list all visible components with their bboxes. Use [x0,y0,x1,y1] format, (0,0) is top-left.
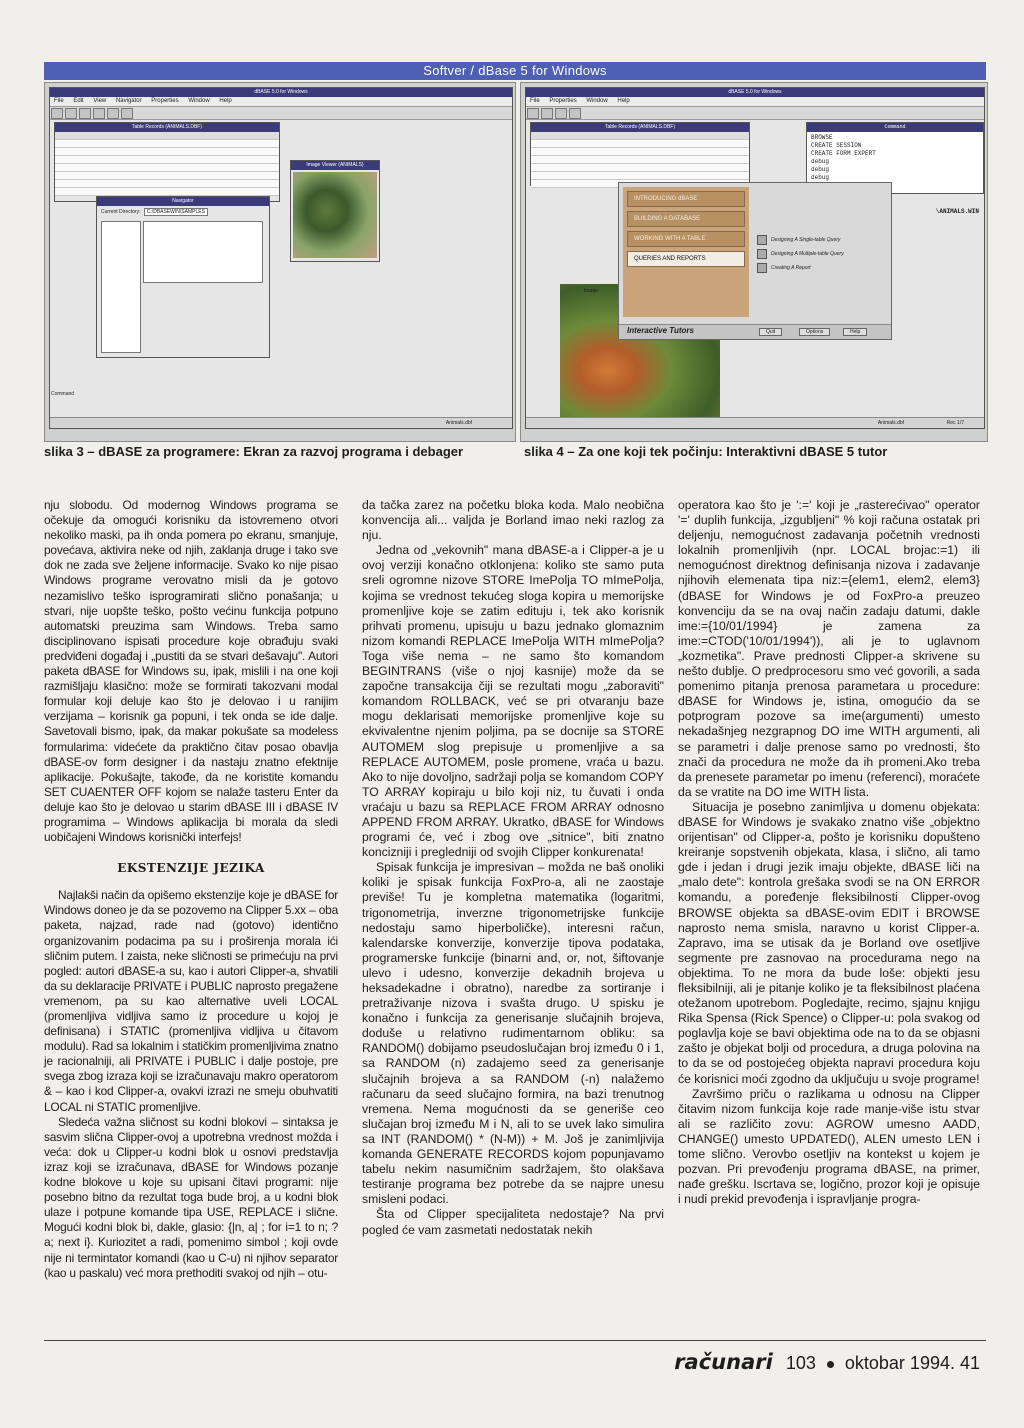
section-title: EKSTENZIJE JEZIKA [117,861,265,876]
figure-3-screenshot [44,82,516,442]
tutor-lesson[interactable]: Designing A Single-table Query [757,233,887,247]
menu-file[interactable]: File [54,98,64,104]
tutor-item-working[interactable]: WORKING WITH A TABLE [627,231,745,247]
status-bar [50,417,512,428]
menu-window[interactable]: Window [586,98,608,104]
command-path: \ANIMALS.WIN [935,208,979,215]
dbase-main-window [525,87,985,429]
navigator-title: Navigator [97,197,269,206]
image-viewer-window[interactable] [290,160,380,262]
toolbar-button[interactable] [79,108,91,119]
figure-4-caption: slika 4 – Za one koji tek počinju: Interaktivni dBASE 5 tutor [524,444,888,459]
table-records-title: Table Records (ANIMALS.DBF) [531,123,749,132]
tutor-title: Interactive Tutors [627,326,694,335]
table-row[interactable] [55,164,279,172]
toolbar-button[interactable] [51,108,63,119]
paragraph: Najlakši način da opišemo ekstenzije koje je dBASE for Windows doneo je da se pozovemo na Clipper 5.xx – oba paketa, najzad, rade nad (gotovo) identično organizovanim podacima pa su i proširenja morala ići sličnim putem. I zaista, neke sličnosti se primećuju na prvi pogled: autori dBASE-a su, kao i autori Clipper-a, shvatili da su deklaracije PRIVATE i PUBLIC naprosto pregažene vremenom, pa su kao alternative uveli LOCAL (promenljiva vidljiva samo iz procedure u kojoj je definisana) i STATIC (promenljiva vidljiva u čitavom modulu). Rad sa lokalnim i statičkim promenljivima znatno je racionalniji, ali PRIVATE i PUBLIC i dalje postoje, pre svega zbog izraza koji se izračunavaju makro operatorom & – kao i kod Clipper-a, ovakvi izrazi ne smeju obuhvatiti LOCAL ni STATIC promenljive. [44,888,339,1114]
paragraph: Sledeća važna sličnost su kodni blokovi – sintaksa je sasvim slična Clipper-ovoj a upotrebna vrednost možda i veća: dok u Clipper-u kodni blok u osnovi predstavlja izraz koji se izračunava, dBASE for Windows pozanje kodne blokove u koje su upisani čitavi programi: nije posebno bitno da rezultat toga bude broj, a u kodni blok ulaze i potpune komande tipa USE, REPLACE i slične. Mogući kodni blok bi, dakle, glasio: {|n, a| ; for i=1 to n; ? a; next i}. Kuriozitet a radi, pomenimo simbol ; koji ovde nije ni termintator komandi (kao u C-u) ni njihov separator (kao u paskalu) već mora prethoditi svakoj od njih – otu- [44,1114,338,1280]
paragraph: operatora kao što je ':=' koji je „rasterećivao" operator '=' duplih funkcija, „izgubljeni" % koji računa ostatak pri deljenju, nemogućnost zadavanja početnih vrednosti lokalnih promenljivih (npr. LOCAL brojac:=1) ili nemogućnost direktnog definisanja nizova i zadavanje njihovih elemenata tipa niz:={elem1, elem2, elem3} (dBASE for Windows je od FoxPro-a preuzeo konvenciju da se na ovaj način zadaju datumi, dakle ime:={10/01/1994} je zamena za ime:=CTOD('10/01/1994')), ali je to uglavnom „kozmetika". Prave prednosti Clipper-a skrivene su nešto dublje. O predprocesoru smo već govorili, a sada pomenimo pitanja prenosa parametara u procedure: dBASE for Windows je, istina, omogućio da se potprogram pozove sa ime(argumenti) umesto nekadašnjeg nezgrapnog DO ime WITH argumenti, ali se parametri i dalje prenose samo po vrednosti, što znači da procedura ne može da ih promeni.Ako treba da prenesete parametar po imenu (referenci), moraćete da se vratite na DO ime WITH lista. [678,498,980,799]
table-row[interactable] [531,164,749,172]
menu-help[interactable]: Help [617,98,630,104]
menu-window[interactable]: Window [188,98,210,104]
issue-number: 103 [785,1353,816,1373]
tutor-lessons [757,233,887,275]
status-file: Animals.dbf [445,420,472,426]
tutor-lesson[interactable]: Designing A Multiple-table Query [757,247,887,261]
tutor-options-button[interactable]: Options [799,328,830,336]
toolbar-button[interactable] [569,108,581,119]
article-column-2 [362,498,664,1238]
issue-date-page: oktobar 1994. 41 [844,1353,980,1373]
tutor-item-introducing[interactable]: INTRODUCING dBASE [627,191,745,207]
menu-bar [526,97,984,107]
tutor-item-building[interactable]: BUILDING A DATABASE [627,211,745,227]
toolbar-button[interactable] [65,108,77,119]
toolbar [50,107,512,120]
paragraph: nju slobodu. Od modernog Windows programa se očekuje da omogući korisniku da istovremeno otvori nekoliko maski, pa ih onda pomera po ekranu, smanjuje, povećava, aktivira neke od njih, zaklanja druge i tako sve dok ne zada sve željene informacije. Svako ko nije pisao Windows programe verovatno misli da je gotovo nezamislivo teško isprogramirati slično ponašanja; u stvari, nije uopšte teško, pošto većinu funkcija potpuno automatski preuzima sam Windows. Treba samo disciplinovano ispisati procedure koje obrađuju svaki predviđeni događaj i „pustiti da se stvari dešavaju". Autori paketa dBASE for Windows su, ipak, mislili i na one koji razmišljaju klasično: može se formirati takozvani modal formular koji deluje kao što je delovao i u ranijim verzijama – korisnik ga popuni, i tek onda se ide dalje. Savetovali bismo, ipak, da makar pokušate sa modeless formularima: videćete da praktično čitav posao obavlja dBASE-ov form designer i da nastaju znatno efektnije aplikacije. Pokušajte, takođe, da ne koristite komandu SET CUAENTER OFF kojom se nalaže tasteru Enter da deluje kao što je delovao u starim dBASE III i dBASE IV programima – Windows aplikacija bi morala da sledi uobičajeni Windows korisnički interfejs! [44,498,338,845]
command-line: debug [811,166,830,173]
command-label: Command [51,391,75,397]
figure-4-screenshot [520,82,988,442]
tutor-item-queries[interactable]: QUERIES AND REPORTS [627,251,745,267]
article-column-3 [678,498,980,1207]
menu-properties[interactable]: Properties [549,98,577,104]
navigator-directory [97,206,269,218]
footer-rule [44,1340,986,1341]
command-text [807,132,983,184]
table-rows [55,132,279,196]
command-line: debug [811,174,830,181]
article-column-1 [44,498,338,1281]
table-row[interactable] [531,140,749,148]
navigator-categories [101,221,141,353]
toolbar-button[interactable] [121,108,133,119]
navigator-dir-field[interactable]: C:\DBASEWIN\SAMPLES [144,208,208,216]
table-row[interactable] [55,188,279,196]
app-title: dBASE 5.0 for Windows [50,88,512,97]
navigator-dir-label: Current Directory: [101,209,141,215]
table-row[interactable] [55,180,279,188]
table-header-row [55,132,279,140]
table-row[interactable] [55,140,279,148]
table-records-title: Table Records (ANIMALS.DBF) [55,123,279,132]
menu-file[interactable]: File [530,98,540,104]
menu-edit[interactable]: Edit [73,98,84,104]
paragraph: Situacija je posebno zanimljiva u domenu objekata: dBASE for Windows je svakako znatno više „objektno orijentisan" od Clipper-a, pošto je korisniku dopušteno kreiranje sopstvenih objekata, klasa, i slično, ali tamo gde i jedan i drugi jezik imaju objekte, dBASE liči na „malo dete": kontrola grešaka svodi se na ON ERROR komandu, a poređenje fleksibilnosti Clipper-ovog BROWSE objekta sa dBASE-ovim EDIT i BROWSE naprosto nema smisla, naravno u korist Clipper-a. Zapravo, ima se utisak da je Borland ove osetljive segmente pre zasnovao na procedurama nego na objektima. To ne mora da bude loše: objekti jesu fleksibilniji, ali je pitanje koliko je ta fleksibilnost plaćena otežanom upotrebom. Pogledajte, recimo, sjajnu knjigu Rika Spensa (Rick Spence) o Clipper-u: pola svakog od poglavlja koje se bavi objektima ode na to da se objasni zašto je objekat bolji od procedura, a druga polovina na to da se od postojećeg objekta napravi procedura koju će korisnici moći zgodno da uključuju u svoje programe! [678,799,980,1086]
menu-bar [50,97,512,107]
table-row[interactable] [55,148,279,156]
paragraph: Šta od Clipper specijaliteta nedostaje? Na prvi pogled će vam zasmetati nedostatak nekih [362,1207,664,1237]
command-line: CREATE SESSION [811,142,862,149]
tutor-footer [619,324,891,339]
command-line: CREATE FORM EXPERT [811,150,876,157]
paragraph: da tačka zarez na početku bloka koda. Malo neobična konvencija ali... valjda je Borland imao neki razlog za nju. [362,498,664,543]
menu-view[interactable]: View [93,98,107,104]
snake-image [293,172,377,258]
tutor-lesson[interactable]: Creating A Report [757,261,887,275]
table-row[interactable] [531,172,749,180]
app-title: dBASE 5.0 for Windows [526,88,984,97]
toolbar-button[interactable] [107,108,119,119]
page-footer [674,1350,980,1374]
navigator-window[interactable] [96,196,270,358]
tutor-menu [623,187,749,317]
navigator-file-list[interactable] [143,221,263,283]
image-viewer-title: Image Viewer (ANIMALS) [291,161,379,170]
status-record: Rec 1/7 [946,420,964,426]
image-label: Image [584,288,598,294]
figure-3-caption: slika 3 – dBASE za programere: Ekran za razvoj programa i debager [44,444,464,459]
section-header: Softver / dBase 5 for Windows [44,62,986,80]
table-row[interactable] [531,156,749,164]
command-line: debug [811,158,830,165]
table-row[interactable] [55,156,279,164]
table-records-window[interactable] [54,122,280,202]
magazine-name: računari [674,1350,773,1374]
paragraph: Jedna od „vekovnih" mana dBASE-a i Clipper-a je u ovoj verziji konačno otklonjena: koliko ste samo puta sreli ogromne nizove STORE ImePolja TO mImePolja, kojima se vrednost tekućeg sloga kopira u memorijske promenljive koje se zatim edituju i, tek ako korisnik prihvati promenu, upisuju u bazu jednako glomaznim nizom komandi REPLACE ImePolja WITH mImePolja? Toga više nema – ne samo što komandom BEGINTRANS (više o njoj kasnije) može da se započne transakcija čiji se rezultati mogu „zaboraviti" komandom ROLLBACK, već se pri otvaranju baze mogu deklarisati memorijske promenljive koje su ekvivalentne njenim poljima, pa se docnije sa STORE AUTOMEM slog prepisuje u promenljive a sa REPLACE AUTOMEM, posle promene, vraća u bazu. Ako to nije dovoljno, sadržaji polja se komandom COPY TO ARRAY kopiraju u bilo koji niz, tu čuvati i onda vraćaju u bazu sa REPLACE FROM ARRAY odnosno APPEND FROM ARRAY. Ukratko, dBASE for Windows programi će, već i zbog ove „sitnice", biti znatno koncizniji i pregledniji od svojih Clipper konkurenata! [362,543,664,860]
dbase-main-window [49,87,513,429]
status-file: Animals.dbf [877,420,904,426]
menu-properties[interactable]: Properties [151,98,179,104]
paragraph: Spisak funkcija je impresivan – možda ne baš onoliki koliki je spisak funkcija FoxPro-a, ali ne zaostaje previše! Tu je kompletna matematika (logaritmi, trigonometrija, inverzne trigonometrijske funkcije nedostaju samo hiperboličke), interesni račun, kalendarske konverzije, konverzije tipova podataka, programerske funkcije (binarni and, or, not, šiftovanje ulevo i udesno, konverzije dekadnih brojeva u heksadekadne i obratno), naredbe za sortiranje i pretraživanje nizova i svašta drugo. U spisku je konačno i funkcija za generisanje slučajnih brojeva, doduše u relativno rudimentarnom obliku: sa RANDOM() dobijamo pseudoslučajan broj između 0 i 1, sa RANDOM (n) zadajemo seed za generisanje slučajnih brojeva a sa RANDOM (-n) nalažemo računaru da seed slučajno formira, na bazi trenutnog vremena. Nema mogućnosti da se generiše ceo slučajan broj između M i N, ali to se uvek lako simulira sa INT (RANDOM() * (N-M)) + M. Još je zanimljivija komanda GENERATE RECORDS kojom popunjavamo tabelu nekim nasumičnim sadržajem, što olakšava testiranje programa bez potrebe da se najpre unesu smisleni podaci. [362,860,664,1207]
menu-navigator[interactable]: Navigator [115,98,142,104]
toolbar-button[interactable] [541,108,553,119]
table-row[interactable] [55,172,279,180]
toolbar-button[interactable] [93,108,105,119]
interactive-tutor-window[interactable] [618,182,892,340]
menu-help[interactable]: Help [219,98,232,104]
toolbar-button[interactable] [527,108,539,119]
tutor-help-button[interactable]: Help [843,328,867,336]
table-header-row [531,132,749,140]
table-rows [531,132,749,188]
command-title: Command [807,123,983,132]
paragraph: Završimo priču o razlikama u odnosu na Clipper čitavim nizom funkcija koje rade manje-više istu stvar ali se različito zovu: AGROW umesno AADD, CHANGE() umesto UPDATED(), ALEN umesto LEN i tome slično. Verovbo osetljiv na kontekst u kojem je pozvan. Pri prevođenju programa dBASE, na primer, nađe grešku. Iscrtava se, logično, prozor koji je opisuje i nudi prekid prevođenja i ispravljanje progra- [678,1086,980,1207]
table-records-window[interactable] [530,122,750,186]
status-bar [526,417,984,428]
toolbar-button[interactable] [555,108,567,119]
bullet-icon [827,1361,834,1368]
tutor-quit-button[interactable]: Quit [759,328,782,336]
table-row[interactable] [531,148,749,156]
toolbar [526,107,984,120]
command-line: BROWSE [811,134,833,141]
